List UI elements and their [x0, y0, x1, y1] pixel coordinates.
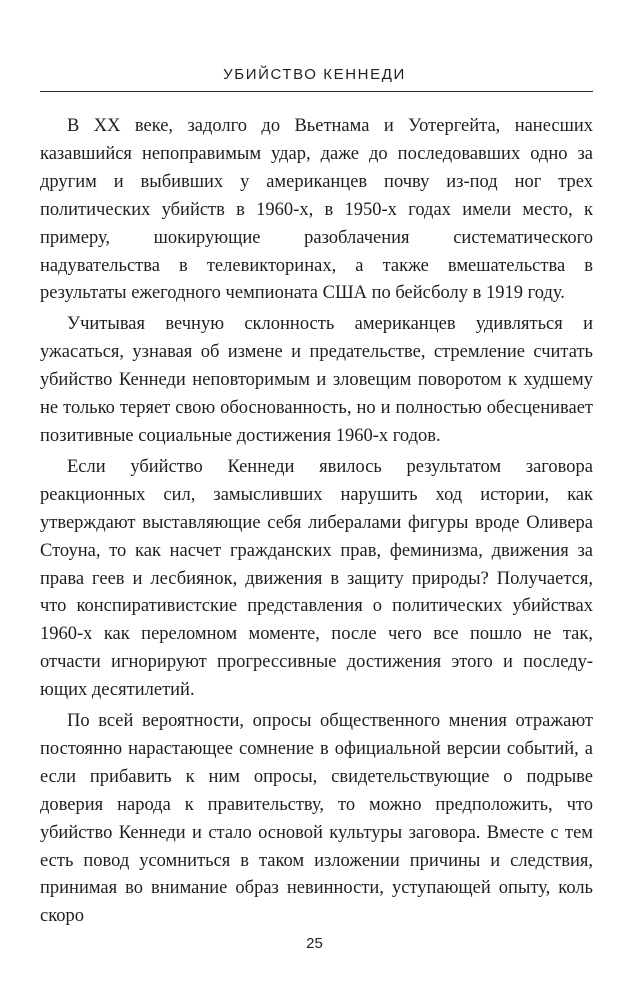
- paragraph-4: По всей вероятности, опросы общественного мнения отражают постоянно нарастающее сомнение в официальной версии событий, а если прибавить к ним опросы, свидетельствующие о подрыве доверия народа к правительству, то можно предположить, что убийство Кеннеди и стало основой культуры заговора. Вместе с тем есть повод усомниться в таком изложении причины и следствия, принимая во внимание образ невинности, уступающей опыту, коль скоро: [40, 711, 593, 927]
- page-number: 25: [306, 935, 323, 952]
- paragraph-3: Если убийство Кеннеди явилось результатом заговора реакционных сил, замысливших нарушить ход истории, как утверждают выставляющие себя либералами фигуры вроде Оливера Стоуна, то как насчет гражданских прав, феминизма, движения за права геев и лесбиянок, движения в защиту природы? Получается, что конспиративистские представления о политических убийствах 1960-х как переломном моменте, после чего все пошло не так, отчасти игнорируют прогрессивные достижения этого и последующих десятилетий.: [40, 456, 593, 701]
- paragraph-2: Учитывая вечную склонность американцев удивляться и ужасаться, узнавая об измене и предательстве, стремление считать убийство Кеннеди неповторимым и зловещим поворотом к худшему не только теряет свою обоснованность, но и полностью обесценивает позитивные социальные достижения 1960-х годов.: [40, 314, 593, 446]
- paragraph-1: В XX веке, задолго до Вьетнама и Уотергейта, нанесших казавшийся непоправимым удар, даже до последовавших одно за другим и выбивших у американцев почву из-под ног трех политических убийств в 1960-х, в 1950-х годах имели место, к примеру, шокирующие разоблачения систематического надувательства в телевикторинах, а также вмешательства в результаты ежегодного чемпионата США по бейсболу в 1919 году.: [40, 116, 593, 304]
- running-head: УБИЙСТВО КЕННЕДИ: [223, 66, 406, 83]
- header-rule: [40, 91, 593, 92]
- body-text: [40, 113, 593, 931]
